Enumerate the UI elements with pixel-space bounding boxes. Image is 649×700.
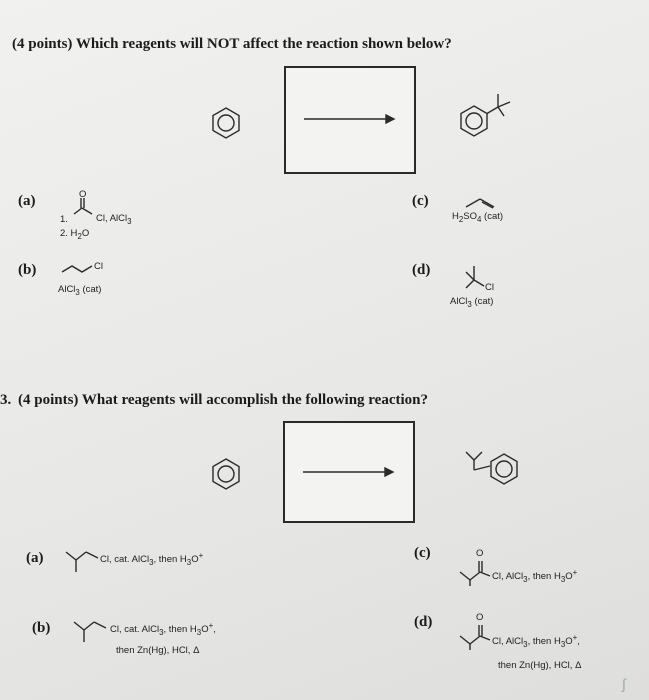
q2-title: (4 points) What reagents will accomplish the following reaction? (18, 392, 428, 408)
q2-option-a-isobutyl-chloride (64, 548, 104, 574)
q2-option-d-label[interactable]: (d) (414, 614, 433, 630)
q1-option-b-cl: Cl (94, 261, 103, 272)
q2-option-c-carbonyl-o: O (476, 548, 484, 559)
q1-option-a-step1: 1. (60, 214, 68, 225)
q2-option-b-label[interactable]: (b) (32, 620, 51, 636)
q2-option-d-isobutyryl-chloride (456, 622, 496, 652)
q2-option-d-reagent-line2: then Zn(Hg), HCl, Δ (498, 660, 582, 671)
q1-reaction-arrow (304, 114, 394, 124)
q1-option-c-reagent: $H_2SO_4$ (cat) (452, 211, 504, 224)
q2-option-d-reagent: Cl, AlCl$_3$, then $H_3O^+$, (492, 633, 580, 650)
q1-option-b-label[interactable]: (b) (18, 262, 37, 278)
q2-option-a-label[interactable]: (a) (26, 550, 44, 566)
q1-option-a-label[interactable]: (a) (18, 193, 36, 209)
q1-option-a-carbonyl-o: O (79, 189, 87, 200)
q2-option-b-reagent: Cl, cat. AlCl$_3$, then $H_3O^+$, (110, 621, 216, 638)
q2-number: 3. (0, 392, 12, 408)
q2-option-c-isobutyryl-chloride (456, 558, 496, 588)
q2-option-a-reagent: Cl, cat. AlCl$_3$, then $H_3O^+$ (100, 551, 204, 568)
q2-reaction-arrow (303, 467, 393, 477)
q1-option-c-isobutylene (464, 195, 500, 209)
q2-option-c-reagent: Cl, AlCl$_3$, then $H_3O^+$ (492, 568, 578, 585)
q1-option-d-label[interactable]: (d) (412, 262, 431, 278)
q1-option-a-reagent1: Cl, AlCl$_3$ (96, 213, 132, 226)
q1-option-d-reagent: AlCl$_3$ (cat) (450, 296, 494, 309)
q2-benzene-reactant (210, 457, 242, 489)
q2-option-b-reagent-line2: then Zn(Hg), HCl, Δ (116, 645, 200, 656)
q2-reaction-arrow-box (283, 421, 415, 523)
q1-title: (4 points) Which reagents will NOT affect the reaction shown below? (12, 36, 452, 52)
q2-option-c-label[interactable]: (c) (414, 545, 431, 561)
q1-product-tert-butylbenzene (458, 90, 518, 140)
q1-option-b-reagent: AlCl$_3$ (cat) (58, 284, 102, 297)
q1-option-c-label[interactable]: (c) (412, 193, 429, 209)
corner-pen-mark-icon: ∫ (622, 676, 626, 692)
q1-benzene-reactant (210, 106, 242, 138)
q1-option-d-cl: Cl (485, 282, 494, 293)
q2-option-d-carbonyl-o: O (476, 612, 484, 623)
q2-product-isobutylbenzene (464, 448, 526, 484)
q1-option-a-step2: 2. $H_2O$ (60, 228, 90, 241)
q1-reaction-arrow-box (284, 66, 416, 174)
